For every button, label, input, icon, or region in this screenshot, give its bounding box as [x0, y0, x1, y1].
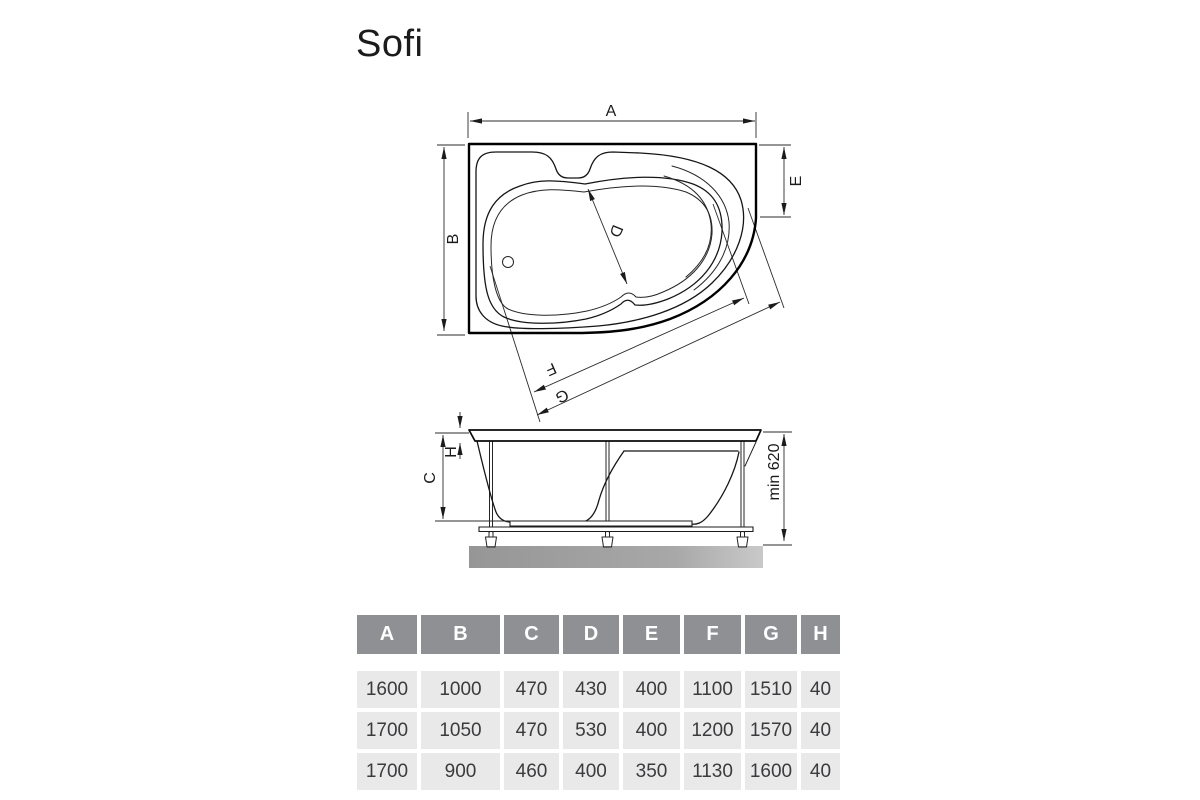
dim-label-a: A: [605, 103, 617, 120]
table-cell: 470: [504, 712, 559, 749]
dim-label-g: G: [552, 385, 571, 406]
dim-label-c: C: [422, 472, 439, 484]
top-view-drawing: [437, 103, 805, 422]
tub-outer-outline: [469, 144, 756, 333]
table-cell: 400: [563, 753, 619, 790]
dim-line-G: [537, 302, 780, 415]
dim-label-b: B: [445, 233, 462, 245]
table-cell: 40: [801, 671, 840, 708]
table-cell: 530: [563, 712, 619, 749]
seat-contour-inner: [664, 176, 711, 277]
tub-apron-curve: [583, 451, 624, 522]
header-cell: A: [357, 615, 417, 654]
technical-drawing: [410, 95, 830, 580]
table-cell: 1700: [357, 712, 417, 749]
table-cell: 1130: [684, 753, 741, 790]
table-cell: 460: [504, 753, 559, 790]
tub-panel: [624, 451, 739, 524]
table-cell: 430: [563, 671, 619, 708]
dim-label-f: F: [542, 358, 559, 379]
header-cell: B: [421, 615, 500, 654]
header-cell: C: [504, 615, 559, 654]
table-row: [357, 712, 840, 749]
table-row: [357, 753, 840, 790]
header-cell: D: [563, 615, 619, 654]
dim-label-d: D: [605, 222, 626, 240]
table-cell: 1600: [357, 671, 417, 708]
table-header-row: [357, 615, 840, 654]
frame-rail: [479, 527, 753, 532]
header-cell: F: [684, 615, 741, 654]
header-cell: E: [623, 615, 680, 654]
seat-contour-outer: [672, 166, 729, 290]
table-cell: 1000: [421, 671, 500, 708]
basin-floor-line: [491, 186, 712, 315]
header-cell: H: [801, 615, 840, 654]
table-row: [357, 671, 840, 708]
frame-brace: [745, 442, 756, 466]
dim-label-min620: min 620: [766, 443, 783, 501]
table-cell: 900: [421, 753, 500, 790]
table-cell: 1600: [745, 753, 797, 790]
product-title: Sofi: [356, 23, 424, 65]
ground-band: [469, 546, 763, 568]
table-cell: 1700: [357, 753, 417, 790]
dimensions-table: [357, 615, 840, 790]
frame-foot-left: [486, 532, 497, 547]
dim-label-h: H: [443, 446, 460, 458]
dim-label-e: E: [788, 175, 805, 187]
table-cell: 1050: [421, 712, 500, 749]
header-cell: G: [745, 615, 797, 654]
table-cell: 400: [623, 671, 680, 708]
table-cell: 470: [504, 671, 559, 708]
tub-bottom-board: [510, 521, 692, 526]
table-cell: 40: [801, 753, 840, 790]
table-cell: 1200: [684, 712, 741, 749]
drain-circle: [503, 257, 514, 268]
table-cell: 1570: [745, 712, 797, 749]
table-cell: 350: [623, 753, 680, 790]
rim-slab: [469, 430, 761, 441]
frame-foot-right: [737, 532, 748, 547]
tub-left-wall: [477, 441, 511, 522]
frame-foot-middle: [602, 532, 613, 547]
side-view-drawing: [422, 412, 792, 568]
table-cell: 1100: [684, 671, 741, 708]
dim-line-F: [534, 298, 744, 392]
table-cell: 40: [801, 712, 840, 749]
table-cell: 400: [623, 712, 680, 749]
table-cell: 1510: [745, 671, 797, 708]
